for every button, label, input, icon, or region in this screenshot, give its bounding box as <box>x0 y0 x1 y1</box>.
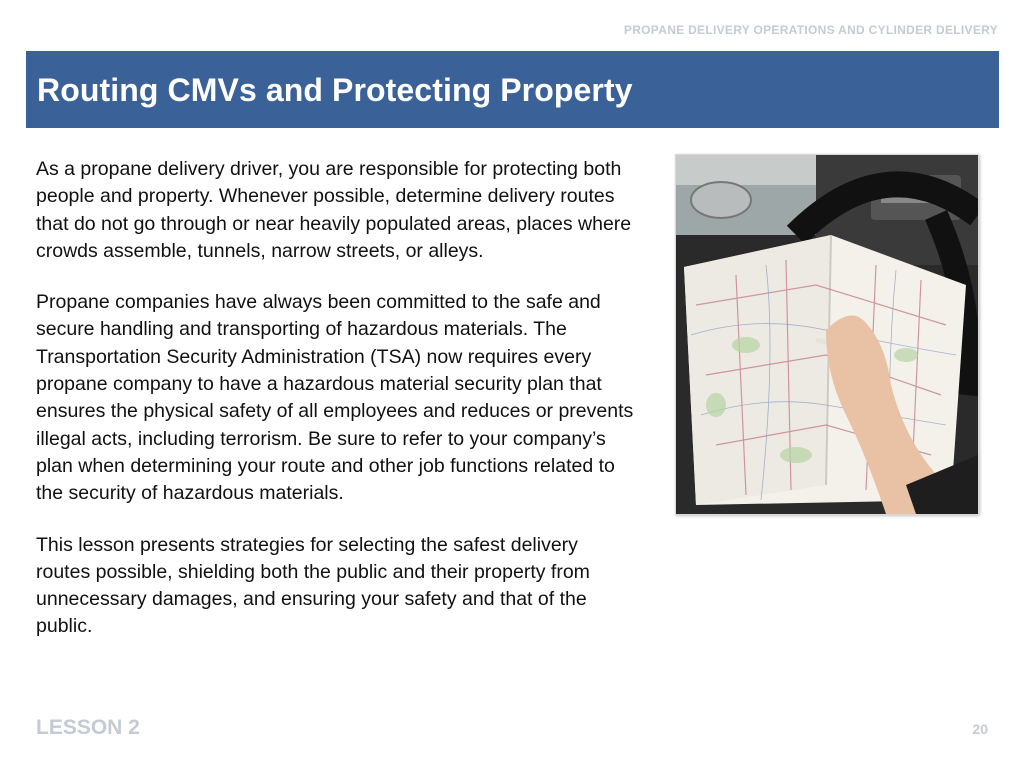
paragraph-tsa-security: Propane companies have always been committed to the safe and secure handling and transporting of hazardous materials. The Transportation Security Administration (TSA) now requires every propane company to have a hazardous material security plan that ensures the physical safety of all employees and reduces or prevents illegal acts, including terrorism. Be sure to refer to your company’s plan when determining your route and other job functions related to the security of hazardous materials. <box>36 291 634 505</box>
driver-map-photo <box>675 154 979 515</box>
page-number: 20 <box>972 721 988 737</box>
course-header: PROPANE DELIVERY OPERATIONS AND CYLINDER DELIVERY <box>623 23 998 37</box>
slide-title: Routing CMVs and Protecting Property <box>37 72 633 108</box>
paragraph-lesson-overview: This lesson presents strategies for selecting the safest delivery routes possible, shielding both the public and their property from unnecessary damages, and ensuring your safety and that of the public. <box>36 533 590 638</box>
lesson-label: LESSON 2 <box>36 716 140 739</box>
body-text <box>36 156 636 665</box>
paragraph-responsibility: As a propane delivery driver, you are responsible for protecting both people and property. Whenever possible, determine delivery routes that do not go through or near heavily populated areas, places where crowds assemble, tunnels, narrow streets, or alleys. <box>36 158 632 262</box>
title-bar <box>26 51 999 128</box>
